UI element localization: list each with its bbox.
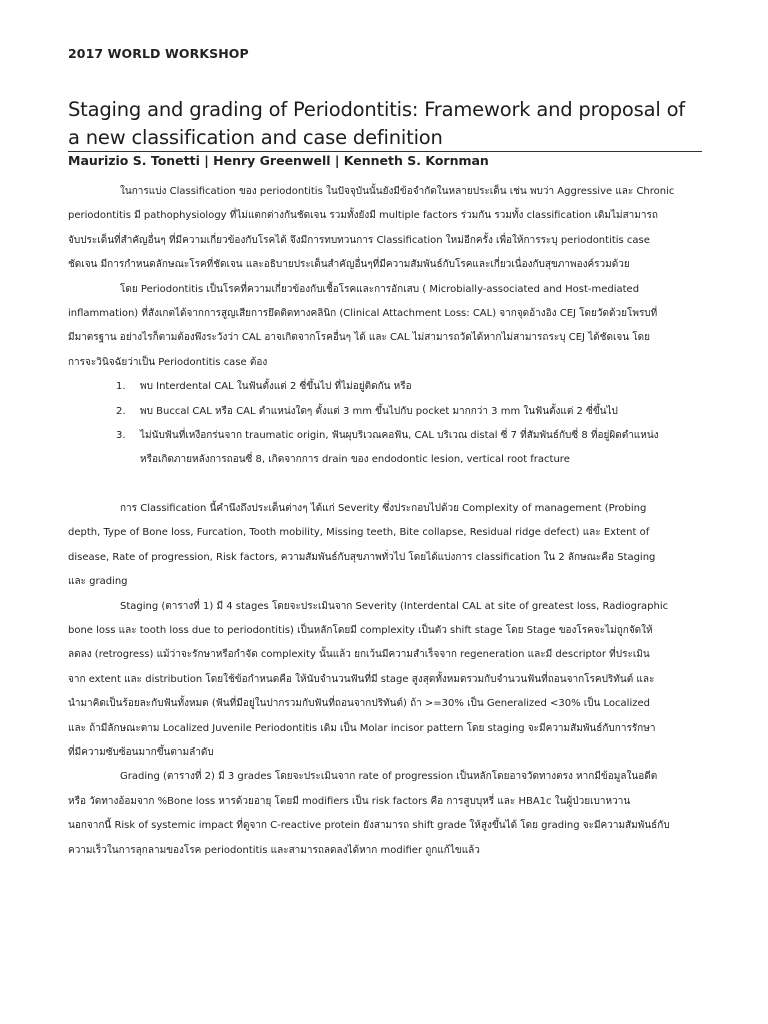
- list-number: 1.: [116, 381, 126, 393]
- text-line: จาก extent และ distribution โดยใช้ข้อกำหนดคือ ให้นับจำนวนฟันที่มี stage สูงสุดทั้งหมดรวมกับจำนวนฟันที่ถอนจากโรคปริทันต์ และ: [68, 673, 655, 685]
- text-line: Grading (ตารางที่ 2) มี 3 grades โดยจะประเมินจาก rate of progression เป็นหลักโดยอาจวัดทางตรง หากมีข้อมูลในอดีต: [120, 771, 658, 783]
- list-text-continued: หรือเกิดภายหลังการถอนซี่ 8, เกิดจากการ drain ของ endodontic lesion, vertical root fracture: [140, 454, 570, 466]
- list-text: ไม่นับฟันที่เหงือกร่นจาก traumatic origin, ฟันผุบริเวณคอฟัน, CAL บริเวณ distal ซี่ 7 ที่สัมพันธ์กับซี่ 8 ที่อยู่ผิดตำแหน่ง: [140, 429, 659, 441]
- text-line: bone loss และ tooth loss due to periodontitis) เป็นหลักโดยมี complexity เป็นตัว shift stage โดย Stage ของโรคจะไม่ถูกจัดให้: [68, 625, 653, 637]
- text-line: มีมาตรฐาน อย่างไรก็ตามต้องพึงระวังว่า CAL อาจเกิดจากโรคอื่นๆ ได้ และ CAL ไม่สามารถวัดได้หากไม่สามารถระบุ CEJ ได้ชัดเจน โดย: [68, 332, 650, 344]
- text-line: จับประเด็นที่สำคัญอื่นๆ ที่มีความเกี่ยวข้องกับโรคได้ จึงมีการทบทวนการ Classification ใหม่อีกครั้ง เพื่อให้การระบุ periodontitis case: [68, 234, 650, 246]
- text-line: ความเร็วในการลุกลามของโรค periodontitis และสามารถลดลงได้หาก modifier ถูกแก้ไขแล้ว: [68, 844, 480, 856]
- text-line: นำมาคิดเป็นร้อยละกับฟันทั้งหมด (ฟันที่มีอยู่ในปากรวมกับฟันที่ถอนจากปริทันต์) ถ้า >=30% เป็น Generalized <30% เป็น Localized: [68, 698, 650, 710]
- paragraph-1: [68, 180, 702, 278]
- paper-title: [68, 96, 708, 152]
- title-divider: [68, 151, 702, 152]
- text-line: นอกจากนี้ Risk of systemic impact ที่ดูจาก C-reactive protein ยังสามารถ shift grade ให้สูงขึ้นได้ โดย grading จะมีความสัมพันธ์กับ: [68, 820, 670, 832]
- title-line-2: a new classification and case definition: [68, 126, 443, 149]
- workshop-label: 2017 WORLD WORKSHOP: [68, 46, 249, 61]
- text-line: การจะวินิจฉัยว่าเป็น Periodontitis case ต้อง: [68, 356, 268, 368]
- text-line: depth, Type of Bone loss, Furcation, Tooth mobility, Missing teeth, Bite collapse, Residual ridge defect) และ Extent of: [68, 527, 650, 539]
- list-text: พบ Buccal CAL หรือ CAL ตำแหน่งใดๆ ตั้งแต่ 3 mm ขึ้นไปกับ pocket มากกว่า 3 mm ในฟันตั้งแต่ 2 ซี่ขึ้นไป: [140, 405, 618, 417]
- list-number: 3.: [116, 429, 126, 441]
- text-line: และ ถ้ามีลักษณะตาม Localized Juvenile Periodontitis เดิม เป็น Molar incisor pattern โดย staging จะมีความสัมพันธ์กับการรักษา: [68, 722, 656, 734]
- paragraph-3: [68, 497, 702, 595]
- paragraph-2: [68, 278, 702, 376]
- criteria-list: [68, 375, 702, 473]
- text-line: periodontitis มี pathophysiology ที่ไม่แตกต่างกันชัดเจน รวมทั้งยังมี multiple factors ร่วมกัน รวมทั้ง classification เดิมไม่สามารถ: [68, 210, 658, 222]
- spacer: [68, 473, 702, 497]
- list-item: [68, 375, 702, 399]
- text-line: และ grading: [68, 576, 128, 588]
- list-number: 2.: [116, 405, 126, 417]
- authors-line: Maurizio S. Tonetti | Henry Greenwell | Kenneth S. Kornman: [68, 153, 489, 168]
- text-line: ลดลง (retrogress) แม้ว่าจะรักษาหรือกำจัด complexity นั้นแล้ว ยกเว้นมีความสำเร็จจาก regeneration และมี descriptor ที่ประเมิน: [68, 649, 650, 661]
- title-line-1: Staging and grading of Periodontitis: Framework and proposal of: [68, 98, 685, 121]
- text-line: ที่มีความซับซ้อนมากขึ้นตามลำดับ: [68, 746, 214, 758]
- text-line: โดย Periodontitis เป็นโรคที่ความเกี่ยวข้องกับเชื้อโรคและการอักเสบ ( Microbially-associated and Host-mediated: [120, 283, 640, 295]
- text-line: การ Classification นี้คำนึงถึงประเด็นต่างๆ ได้แก่ Severity ซึ่งประกอบไปด้วย Complexity of management (Probing: [120, 503, 647, 515]
- text-line: ในการแบ่ง Classification ของ periodontitis ในปัจจุบันนั้นยังมีข้อจำกัดในหลายประเด็น เช่น พบว่า Aggressive และ Chronic: [120, 186, 675, 197]
- list-item: [68, 424, 702, 448]
- text-line: inflammation) ที่สังเกตได้จากการสูญเสียการยึดติดทางคลินิก (Clinical Attachment Loss: CAL) จากจุดอ้างอิง CEJ โดยวัดด้วยโพรบที่: [68, 307, 658, 319]
- paragraph-5: [68, 765, 702, 863]
- list-item: [68, 400, 702, 424]
- list-text: พบ Interdental CAL ในฟันตั้งแต่ 2 ซี่ขึ้นไป ที่ไม่อยู่ติดกัน หรือ: [140, 381, 412, 393]
- text-line: หรือ วัดทางอ้อมจาก %Bone loss หารด้วยอายุ โดยมี modifiers เป็น risk factors คือ การสูบบุหรี่ และ HBA1c ในผู้ป่วยเบาหวาน: [68, 795, 631, 807]
- text-line: Staging (ตารางที่ 1) มี 4 stages โดยจะประเมินจาก Severity (Interdental CAL at site of greatest loss, Radiographic: [120, 600, 669, 612]
- body-text: [68, 180, 702, 863]
- paragraph-4: [68, 595, 702, 766]
- text-line: ชัดเจน มีการกำหนดลักษณะโรคที่ชัดเจน และอธิบายประเด็นสำคัญอื่นๆที่มีความสัมพันธ์กับโรคและเกี่ยวเนื่องกับสุขภาพองค์รวมด้วย: [68, 259, 630, 271]
- text-line: disease, Rate of progression, Risk factors, ความสัมพันธ์กับสุขภาพทั่วไป โดยได้แบ่งการ classification ใน 2 ลักษณะคือ Staging: [68, 551, 656, 563]
